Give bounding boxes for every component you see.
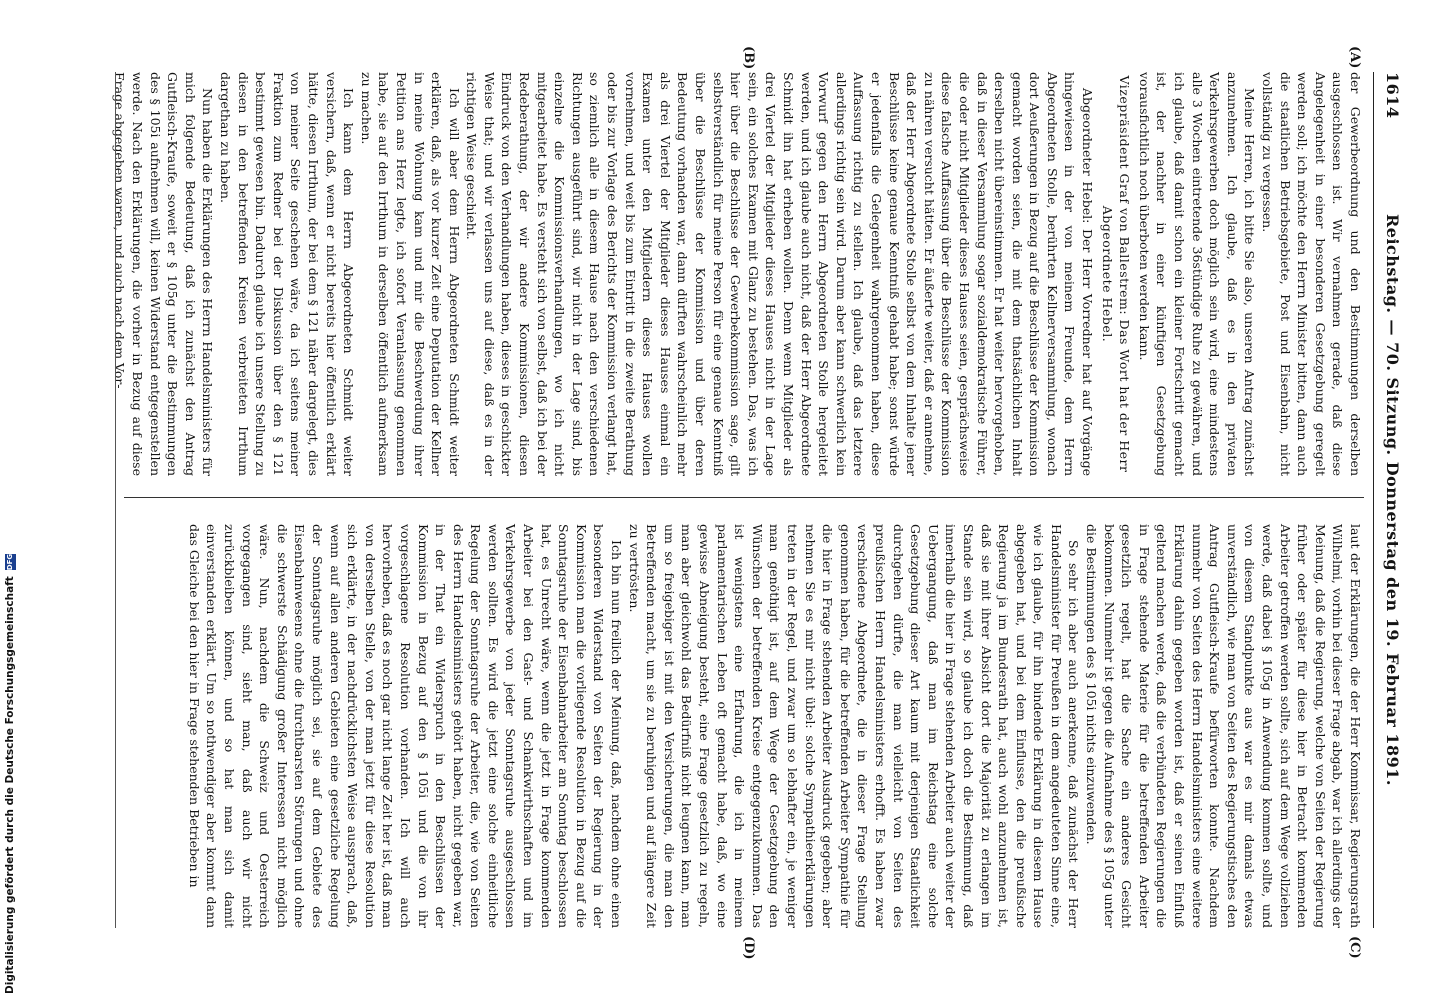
paragraph: der Gewerbeordnung und den Bestimmungen derselben ausgeschlossen ist. Wir vernahmen gerade, daß diese Angelegenheit in einer besonderen Gesetzgebung geregelt werden soll; ich möchte den Herrn Minister bitten, dann auch die staatlichen Betriebsgebiete, Post und Eisenbahn, nicht vollständig zu vergessen. <box>1260 72 1363 476</box>
page-header <box>1376 72 1406 928</box>
speaker-paragraph: Vizepräsident Graf von Ballestrem: Das Wort hat der Herr Abgeordnete Hebel. <box>1099 75 1133 473</box>
column-divider <box>124 497 1364 498</box>
paragraph: Ich bin nun freilich der Meinung, daß, nachdem ohne einen besonderen Widerstand von Seiten der Regierung in der Kommission man die vorliegende Resolution in Bezug auf die Sonntagsruhe der Eisenbahnarbeiter am Sonntag beschlossen hat, es Unrecht wäre, wenn die jetzt in Frage kommenden Arbeiter bei den Gast- und Schankwirthschaften und im Verkehrsgewerbe von jeder Sonntagsruhe ausgeschlossen werden sollten. Es wird die jetzt eine solche einheitliche Regelung der Sonntagsruhe der Arbeiter, die, wie von Seiten des Herrn Handelsministers gehört haben, nicht gegeben war, in der That ein Widerspruch in den Beschlüssen der Kommission in Bezug auf den § 105i und die von ihr vorgeschlagene Resolution vorhanden. Ich will auch hervorheben, daß es noch gar nicht lange Zeit her ist, daß man von derselben Stelle, von der man jetzt für diese Resolution sich erklärte, in der nachdrücklichsten Weise aussprach, daß, wenn auf allen anderen Gebieten eine gesetzliche Regelung der Sonntagsruhe möglich sei, sie auf dem Gebiete des Eisenbahnwesens ohne die furchtbarsten Störungen und ohne die schwerste Schädigung großer Interessen nicht möglich wäre. Nun, nachdem die Schweiz und Oesterreich vorgegangen sind, sieht man, daß auch wir nicht zurückbleiben können, und so hat man sich damit einverstanden erklärt. Um so nothwendiger aber kommt dann das Gleiche bei den hier in Frage stehenden Betrieben in <box>186 524 625 928</box>
margin-letter-b: (B) <box>741 46 756 70</box>
credit-text: Digitalisierung gefördert durch die Deutsche Forschungsgemeinschaft <box>4 576 16 994</box>
header-rule <box>1373 72 1374 928</box>
margin-letter-d: (D) <box>741 936 756 960</box>
margin-letter-a: (A) <box>1347 46 1362 69</box>
paragraph: laut der Erklärungen, die der Herr Kommissar, Regierungsrath Wilhelmi, vorhin bei dieser Frage abgab, war ich allerdings der Meinung, daß die Regierung, welche von Seiten der Regierung früher oder später für diese hier in Betracht kommenden Arbeiter getroffen werden sollte, sich auf dem Wege vollziehen werde, daß dabei § 105g in Anwendung kommen sollte, und von diesem Standpunkte aus war es mir damals etwas unverständlich, wie man von Seiten des Regierungstisches den Antrag Gutfleisch-Kraufe befürworten konnte. Nachdem nunmehr von Seiten des Herrn Handelsministers eine weitere Erklärung dahin gegeben worden ist, daß er seinen Einfluß geltend machen werde, daß die verbündeten Regierungen die in Frage stehende Materie für die betreffenden Arbeiter gesetzlich regelt, hat die Sache ein anderes Gesicht bekommen. Nunmehr ist gegen die Aufnahme des § 105g unter die Bestimmungen des § 105i nichts einzuwenden. <box>1084 524 1363 928</box>
paragraph: Ich will aber dem Herrn Abgeordneten Schmidt weiter erklären, daß, als vor kurzer Zeit eine Deputation der Kellner in meine Wohnung kam und mir die Beschwerdung ihrer Petition ans Herz legte, ich sofort Veranlassung genommen habe, sie auf den Irrthum in derselben öffentlich aufmerksam zu machen. <box>358 72 462 476</box>
text-column-left <box>112 72 1364 476</box>
document-page <box>96 0 1416 1000</box>
paragraph: Ich kann dem Herrn Abgeordneten Schmidt weiter versichern, daß, wenn er nicht bereits hier öffentlich erklärt hätte, diesen Irrthum, der bei dem § 121 näher dargelegt, dies von meiner Seite geschehen wäre, da ich seitens meiner Fraktion zum Redner bei der Diskussion über den § 121 bestimmt gewesen bin. Dadurch glaube ich unsere Stellung zu diesen in den betreffenden Kreisen verbreiteten Irrthum dargethan zu haben. <box>218 72 357 476</box>
dfg-logo-icon: DFG <box>5 553 14 571</box>
running-title: Reichstag. — 70. Sitzung. Donnerstag den 19. Februar 1891. <box>1383 213 1402 786</box>
paragraph: Nun haben die Erklärungen des Herrn Handelsministers für mich folgende Bedeutung, daß ich zunächst den Antrag Gutfleisch-Kraufe, soweit er § 105g unter die Bestimmungen des § 105i aufnehmen will, keinen Widerstand entgegenstellen werde. Nach den Erklärungen, die vorher in Bezug auf diese Frage abgegeben waren, und auch nach dem Vor- <box>112 72 216 476</box>
text-column-right <box>124 524 1364 928</box>
paragraph: So sehr ich aber auch anerkenne, daß zunächst der Herr Handelsminister für Preußen in dem angedeuteten Sinne eine, wie ich glaube, für ihn bindende Erklärung in diesem Hause abgegeben hat, und bei dem Einflusse, den die preußische Regierung ja im Bundesrath hat, auch wohl anzunehmen ist, daß sie mit ihrer Absicht dort die Majorität zu erlangen im Stande sein wird, so glaube ich doch die Bestimmung, daß innerhalb die hier in Frage stehenden Arbeiter auch weiter der Uebergangung, daß man im Reichstag eine solche Gesetzgebung dieser Art kaum mit derjenigen Staatlichkeit durchgehen dürfte, die man vielleicht von Seiten des preußischen Herrn Handelsministers erhofft. Es haben zwar verschiedene Abgeordnete, die in dieser Frage Stellung genommen haben, für die betreffenden Arbeiter Sympathie für die hier in Frage stehenden Arbeiter Ausdruck gegeben; aber nehmen Sie es mir nicht übel: solche Sympathieerklärungen treten in der Regel, und zwar um so lebhafter ein, je weniger man genöthigt ist, auf dem Wege der Gesetzgebung den Wünschen der betreffenden Kreise entgegenzukommen. Das ist wenigstens eine Erfahrung, die ich in meinem parlamentarischen Leben oft gemacht habe, daß, wo eine gewisse Abneigung besteht, eine Frage gesetzlich zu regeln, man aber gleichwohl das Bedürfniß nicht leugnen kann, man um so freigebiger ist mit den Versicherungen, die man den Betreffenden macht, um sie zu beruhigen und auf längere Zeit zu vertrösten. <box>626 524 1082 928</box>
digitization-credit <box>2 553 18 994</box>
page-number: 1614 <box>1383 72 1402 119</box>
paragraph: Meine Herren, ich bitte Sie also, unseren Antrag zunächst anzunehmen. Ich glaube, daß es in den privaten Verkehrsgewerben doch möglich sein wird, eine mindestens alle 3 Wochen eintretende 36stündige Ruhe zu gewähren, und ich glaube, daß damit schon ein kleiner Fortschritt gemacht ist, der nachher in einer künftigen Gesetzgebung vorausfichtlich noch überboten werden kann. <box>1136 72 1258 476</box>
speaker-paragraph: Abgeordneter Hebel: Der Herr Vorredner hat auf Vorgänge hingewiesen in der von meinem Freunde, dem Herrn Abgeordneten Stolle, berührten Kellnerversammlung, wonach dort Aeußerungen in Bezug auf die Beschlüsse der Kommission gemacht worden seien, die mit dem thatsächlichen Inhalt derselben nicht übereinstimmen. Er hat weiter hervorgehoben, daß in dieser Versammlung sogar sozialdemokratische Führer, die oder nicht Mitglieder dieses Hauses seien, gesprächsweise diese falsche Auffassung über die Beschlüsse der Kommission zu nähren versucht hätten. Er äußerte weiter, daß er annehme, daß der Herr Abgeordnete Stolle selbst von dem Inhalte jener Beschlüsse keine genaue Kenntniß gehabt habe; sonst würde er jedenfalls die Gelegenheit wahrgenommen haben, diese Auffassung richtig zu stellen. Ich glaube, daß das letztere allerdings richtig sein wird. Darum aber kann schwerlich kein Vorwurf gegen den Herrn Abgeordneten Stolle hergeleitet werden, und ich glaube auch nicht, daß der Herr Abgeordnete Schmidt ihn hat erheben wollen. Denn wenn Mitglieder als drei Viertel der Mitglieder dieses Hauses nicht in der Lage sein, ein solches Examen mit Glanz zu bestehen. Das, was ich hier über die Beschlüsse der Gewerbekommission sage, gilt selbstverständlich für meine Person für eine genaue Kenntniß über die Beschlüsse der Kommission und über deren Bedeutung vorhanden war, dann dürften wahrscheinlich mehr als drei Viertel der Mitglieder dieses Hauses einmal ein Examen unter den Mitgliedern dieses Hauses wollen vornehmen, und weit bis zum Eintritt in die zweite Berathung oder bis zur Vorlage des Berichts der Kommission verlangt hat, so ziemlich alle in diesem Hause nach den verschiedenen Richtungen ausgeführt sind, wir nicht in der Lage sind, bis einzelne die Kommissionsverhandlungen, wo ich nicht mitgearbeitet habe. Es versteht sich von selbst, daß ich bei der Redeberathung, der wir andere Kommissionen, diesen Eindruck von den Verhandlungen haben, dieses in geschickter Weise that; und wir verlassen uns auf diese, daß es in der richtigen Weise geschieht. <box>464 72 1096 476</box>
margin-letter-c: (C) <box>1347 936 1362 959</box>
bottom-rule <box>115 72 116 928</box>
